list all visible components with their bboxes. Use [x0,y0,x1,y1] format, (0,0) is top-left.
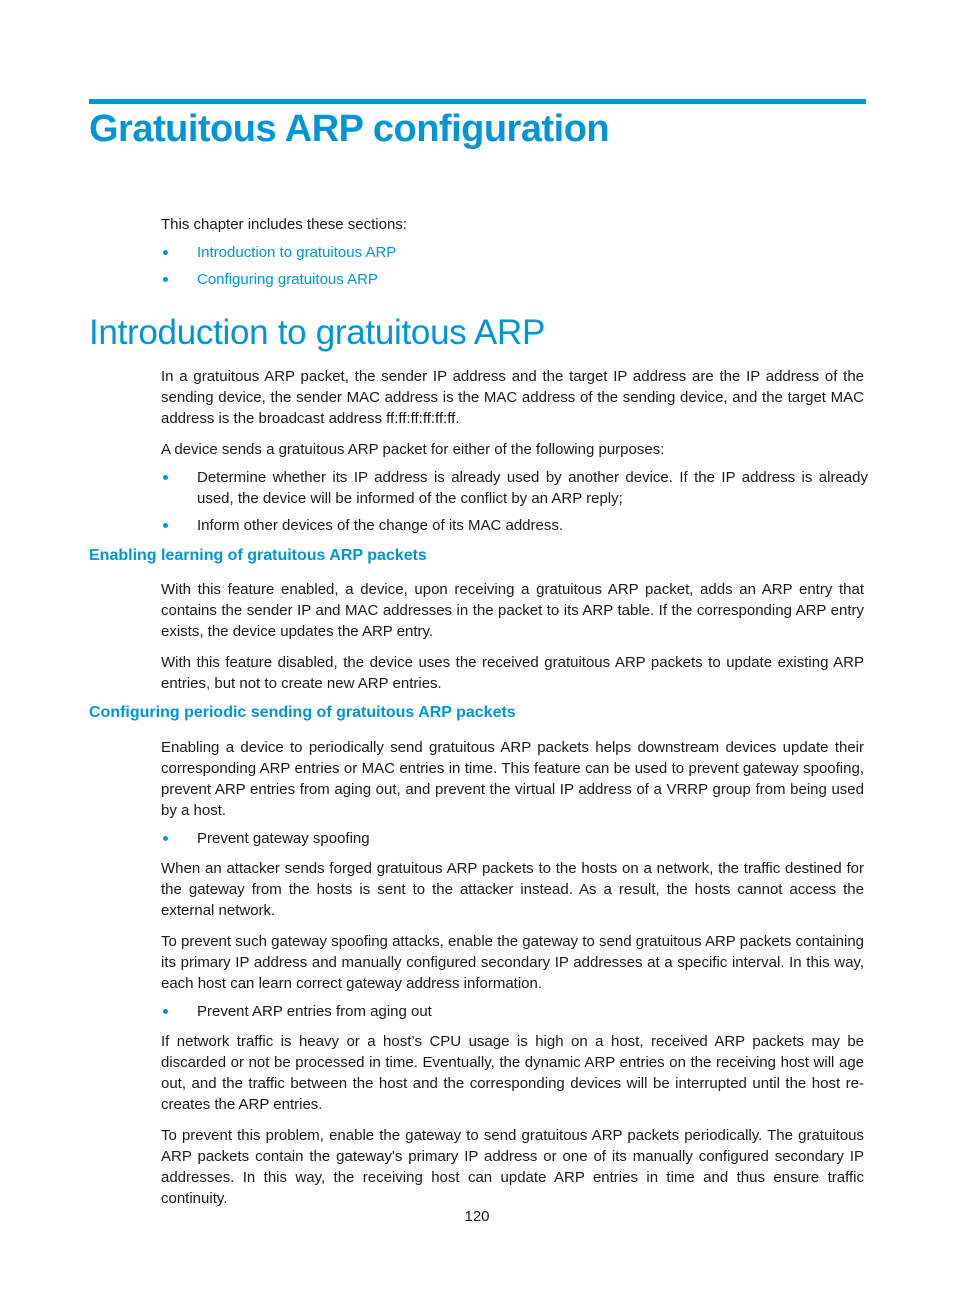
list-item [161,515,864,536]
toc-intro: This chapter includes these sections: [161,216,407,233]
list-item-text: Inform other devices of the change of its MAC address. [197,517,564,534]
toc-link-configuring[interactable]: Configuring gratuitous ARP [197,271,378,288]
chapter-title: Gratuitous ARP configuration [89,108,610,150]
paragraph: If network traffic is heavy or a host’s CPU usage is high on a host, received ARP packets may be discarded or not be processed in time. Eventually, the dynamic ARP entries on the receiving host will age out, and the traffic between the host and the corresponding devices will be interrupted until the host re-creates the ARP entries. [161,1033,864,1113]
paragraph: With this feature enabled, a device, upon receiving a gratuitous ARP packet, adds an ARP entry that contains the sender IP and MAC addresses in the packet to its ARP table. If the corresponding ARP entry exists, the device updates the ARP entry. [161,581,864,640]
purpose-list [161,467,868,536]
list-item-text: Prevent gateway spoofing [197,830,370,847]
paragraph: To prevent such gateway spoofing attacks, enable the gateway to send gratuitous ARP packets containing its primary IP address and manually configured secondary IP addresses at a specific interval. In this way, each host can learn correct gateway address information. [161,933,864,992]
toc-item [161,269,864,290]
section-heading-introduction: Introduction to gratuitous ARP [89,313,545,352]
toc-list [161,242,864,290]
paragraph: Enabling a device to periodically send gratuitous ARP packets helps downstream devices update their corresponding ARP entries or MAC entries in time. This feature can be used to prevent gateway spoofing, prevent ARP entries from aging out, and prevent the virtual IP address of a VRRP group from being used by a host. [161,739,864,819]
page-number: 120 [464,1208,490,1225]
toc-section [161,214,864,290]
paragraph: In a gratuitous ARP packet, the sender IP address and the target IP address are the IP address of the sending device, the sender MAC address is the MAC address of the sending device, and the target MAC address is the broadcast address ff:ff:ff:ff:ff:ff. [161,368,864,427]
paragraph: When an attacker sends forged gratuitous ARP packets to the hosts on a network, the traffic destined for the gateway from the hosts is sent to the attacker instead. As a result, the hosts cannot access the external network. [161,860,864,919]
list-item [161,467,868,509]
bullet-aging-out [161,1001,864,1022]
toc-item [161,242,864,263]
list-item-text: Prevent ARP entries from aging out [197,1003,432,1020]
paragraph: A device sends a gratuitous ARP packet for either of the following purposes: [161,441,665,458]
introduction-body [161,366,868,536]
enabling-body [161,579,864,694]
periodic-body [161,737,864,1209]
subsection-heading-enabling: Enabling learning of gratuitous ARP packets [89,547,427,564]
list-item-text: Determine whether its IP address is already used by another device. If the IP address is already used, the device will be informed of the conflict by an ARP reply; [197,469,868,507]
list-item [161,828,864,849]
subsection-heading-periodic: Configuring periodic sending of gratuitous ARP packets [89,704,516,721]
bullet-gateway-spoofing [161,828,864,849]
toc-link-introduction[interactable]: Introduction to gratuitous ARP [197,244,397,261]
paragraph: To prevent this problem, enable the gateway to send gratuitous ARP packets periodically. The gratuitous ARP packets contain the gateway's primary IP address or one of its manually configured secondary IP addresses. In this way, the receiving host can update ARP entries in time and thus ensure traffic continuity. [161,1127,864,1207]
chapter-rule [89,99,866,104]
paragraph: With this feature disabled, the device uses the received gratuitous ARP packets to update existing ARP entries, but not to create new ARP entries. [161,654,864,692]
list-item [161,1001,864,1022]
